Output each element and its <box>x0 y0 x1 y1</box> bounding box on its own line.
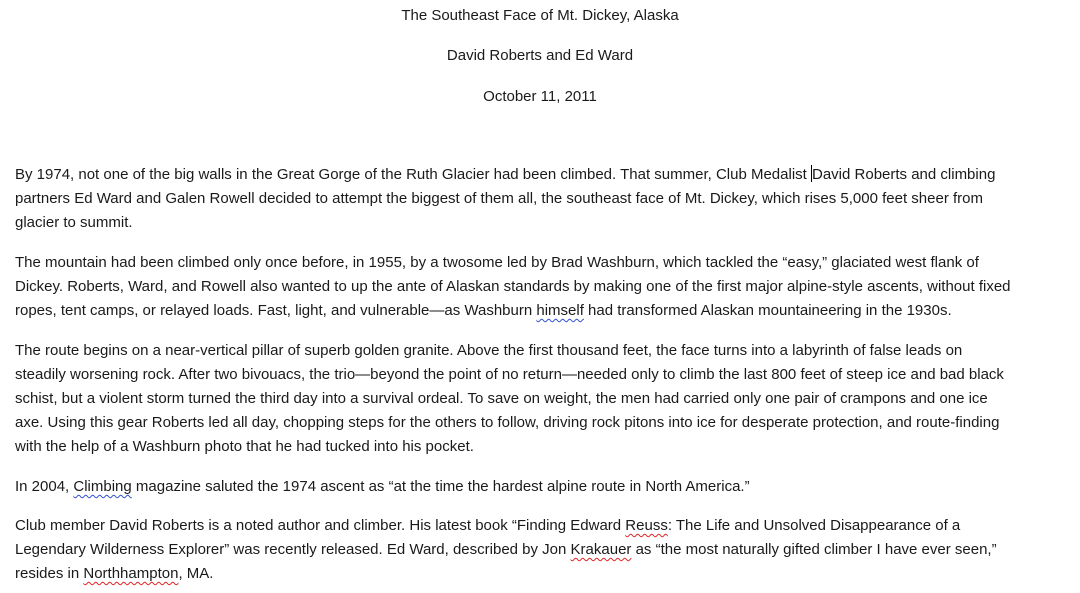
text-run: David Roberts and climbing <box>812 166 996 183</box>
paragraph-line <box>15 538 1067 562</box>
paragraph-1 <box>15 163 1067 235</box>
grammar-flagged-word[interactable]: Climbing <box>73 478 132 495</box>
spelling-flagged-word[interactable]: Reuss <box>625 517 668 534</box>
text-run: , MA. <box>178 565 214 582</box>
paragraph-2 <box>15 251 1067 323</box>
paragraph-line <box>15 562 1067 586</box>
paragraph-line <box>15 475 1067 499</box>
paragraph-line: steadily worsening rock. After two bivouacs, the trio—beyond the point of no return—needed only to climb the last 800 feet of steep ice and bad black <box>15 366 1004 383</box>
paragraph-line: with the help of a Washburn photo that he had tucked into his pocket. <box>15 438 474 455</box>
document-authors: David Roberts and Ed Ward <box>446 47 634 64</box>
paragraph-3 <box>15 339 1067 459</box>
paragraph-line <box>15 163 1067 187</box>
grammar-flagged-word[interactable]: himself <box>536 302 584 319</box>
text-run: magazine saluted the 1974 ascent as “at the time the hardest alpine route in North America.” <box>131 478 750 495</box>
paragraph-line <box>15 299 1067 323</box>
text-run: as “the most naturally gifted climber I have ever seen,” <box>631 541 997 558</box>
paragraph-line <box>15 514 1067 538</box>
paragraph-line: schist, but a violent storm turned the third day into a survival ordeal. To save on weight, the men had carried only one pair of crampons and one ice <box>15 390 988 407</box>
text-run: Legendary Wilderness Explorer” was recently released. Ed Ward, described by Jon <box>15 541 571 558</box>
text-run: Club member David Roberts is a noted author and climber. His latest book “Finding Edward <box>15 517 626 534</box>
spelling-flagged-word[interactable]: Krakauer <box>570 541 632 558</box>
paragraph-line: The mountain had been climbed only once before, in 1955, by a twosome led by Brad Washburn, which tackled the “easy,” glaciated west flank of <box>15 254 979 271</box>
paragraph-line: partners Ed Ward and Galen Rowell decided to attempt the biggest of them all, the southeast face of Mt. Dickey, which rises 5,000 feet sheer from <box>15 190 983 207</box>
text-run: had transformed Alaskan mountaineering in the 1930s. <box>583 302 952 319</box>
document-title: The Southeast Face of Mt. Dickey, Alaska <box>401 7 679 24</box>
text-run: ropes, tent camps, or relayed loads. Fast, light, and vulnerable—as Washburn <box>15 302 537 319</box>
paragraph-4 <box>15 475 1067 499</box>
document-date: October 11, 2011 <box>483 88 597 105</box>
paragraph-line: glacier to summit. <box>15 214 133 231</box>
paragraph-line: The route begins on a near-vertical pillar of superb golden granite. Above the first thousand feet, the face turns into a labyrinth of false leads on <box>15 342 963 359</box>
paragraph-5 <box>15 514 1067 586</box>
paragraph-line: Dickey. Roberts, Ward, and Rowell also wanted to up the ante of Alaskan standards by making one of the first major alpine-style ascents, without fixed <box>15 278 1011 295</box>
paragraph-line: axe. Using this gear Roberts led all day, chopping steps for the others to follow, driving rock pitons into ice for desperate protection, and route-finding <box>15 414 1000 431</box>
text-run: In 2004, <box>15 478 74 495</box>
text-run: : The Life and Unsolved Disappearance of a <box>667 517 961 534</box>
text-run: resides in <box>15 565 84 582</box>
spelling-flagged-word[interactable]: Northhampton <box>83 565 179 582</box>
text-run: By 1974, not one of the big walls in the Great Gorge of the Ruth Glacier had been climbed. That summer, Club Medalist <box>15 166 811 183</box>
